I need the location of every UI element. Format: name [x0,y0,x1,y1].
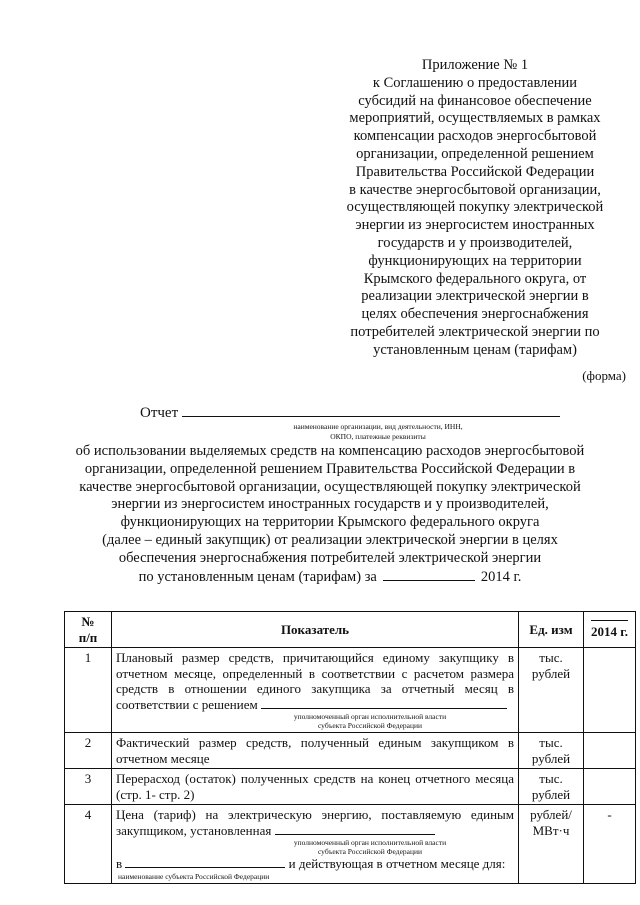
row-unit-line: рублей [531,750,571,766]
report-caption-line: ОКПО, платежные реквизиты [330,432,426,441]
row-value[interactable] [584,648,636,733]
appendix-line: субсидий на финансовое обеспечение [358,92,592,109]
subject-period-line [40,568,620,587]
header-year-label: 2014 г. [591,620,628,640]
subject-line: качестве энергосбытовой организации, осуществляющей покупку электрической [79,478,581,495]
table-row [65,805,636,884]
row-unit-line: МВт·ч [532,822,570,838]
row-caption: уполномоченный орган исполнительной власти [293,712,447,721]
report-label: Отчет [140,405,179,421]
appendix-line: функционирующих на территории [368,252,582,269]
authority-blank[interactable] [275,823,435,835]
row-caption: уполномоченный орган исполнительной власти [293,838,447,847]
row-num: 1 [65,648,112,733]
authority-blank[interactable] [261,697,507,709]
row-caption: субъекта Российской Федерации [317,847,423,856]
row-value[interactable]: - [584,805,636,884]
appendix-line: потребителей электрической энергии по [350,323,600,340]
header-year [584,612,636,648]
table-row [65,733,636,769]
subject-period-year: 2014 г. [480,568,522,585]
appendix-line: Правительства Российской Федерации [355,163,595,180]
row-unit [519,733,584,769]
row-unit [519,769,584,805]
row-unit-line: рублей [531,665,571,681]
row-unit-line: рублей/ [530,807,572,822]
appendix-line: организации, определенной решением [356,145,594,162]
subject-line: об использовании выделяемых средств на компенсацию расходов энергосбытовой [75,443,585,459]
header-num [65,612,112,648]
report-title-line [140,404,560,422]
row-line-suffix: и действующая в отчетном месяце для: [288,856,506,871]
header-num-line: № [81,614,95,629]
table-row [65,769,636,805]
subject-name-blank[interactable] [125,856,285,868]
report-organization-blank[interactable] [182,404,560,417]
appendix-line: Приложение № 1 [421,57,529,73]
subject-line: функционирующих на территории Крымского федерального округа [120,514,540,531]
row-caption: наименование субъекта Российской Федерации [118,871,270,881]
appendix-line: целях обеспечения энергоснабжения [361,306,589,323]
appendix-header [325,57,625,360]
header-indicator: Показатель [112,612,519,648]
row-unit-line: рублей [531,786,571,802]
row-num: 4 [65,805,112,884]
row-value[interactable] [584,733,636,769]
row-unit [519,648,584,733]
row-line-prefix: в [116,856,123,871]
appendix-line: государств и у производителей, [377,234,573,251]
appendix-line: компенсации расходов энергосбытовой [353,128,597,145]
row-indicator-text: Плановый размер средств, причитающийся единому закупщику в отчетном месяце, определенный в соответствии с расчетом размера средств в отношении единого закупщика за отчетный месяц в соответствии с решением [116,650,514,712]
table-header-row [65,612,636,648]
appendix-line: осуществляющей покупку электрической [346,199,604,216]
row-unit [519,805,584,884]
row-num: 2 [65,733,112,769]
form-label: (форма) [582,368,626,383]
row-indicator [112,805,519,884]
appendix-line: Крымского федерального округа, от [363,270,587,287]
row-indicator: Фактический размер средств, полученный единым закупщиком в отчетном месяце [112,733,519,769]
report-caption-line: наименование организации, вид деятельности, ИНН, [293,422,463,431]
appendix-line: установленным ценам (тарифам) [373,341,577,358]
appendix-line: к Соглашению о предоставлении [372,74,578,91]
subject-period-prefix: по установленным ценам (тарифам) за [138,568,377,585]
appendix-line: мероприятий, осуществляемых в рамках [349,110,601,127]
subject-line: организации, определенной решением Правительства Российской Федерации в [84,460,576,477]
header-unit: Ед. изм [519,612,584,648]
period-blank[interactable] [383,568,475,581]
row-value[interactable] [584,769,636,805]
appendix-line: энергии из энергосистем иностранных [355,217,595,234]
row-indicator: Перерасход (остаток) полученных средств на конец отчетного месяца (стр. 1- стр. 2) [112,769,519,805]
row-indicator [112,648,519,733]
row-unit-line: тыс. [539,771,563,786]
report-subject [40,443,620,586]
table-row [65,648,636,733]
header-num-line: п/п [78,629,98,645]
row-unit-line: тыс. [539,735,563,750]
row-num: 3 [65,769,112,805]
row-indicator-text: Цена (тариф) на электрическую энергию, поставляемую единым закупщиком, установленная [116,807,514,838]
row-unit-line: тыс. [539,650,563,665]
appendix-line: реализации электрической энергии в [361,288,589,305]
subject-line: энергии из энергосистем иностранных государств и у производителей, [111,496,549,513]
row-caption: субъекта Российской Федерации [317,721,423,730]
appendix-line: в качестве энергосбытовой организации, [349,181,601,198]
report-table [64,611,636,884]
subject-line: обеспечения энергоснабжения потребителей электрической энергии [118,549,542,566]
report-caption [190,422,566,442]
subject-line: (далее – единый закупщик) от реализации электрической энергии в целях [102,531,558,548]
